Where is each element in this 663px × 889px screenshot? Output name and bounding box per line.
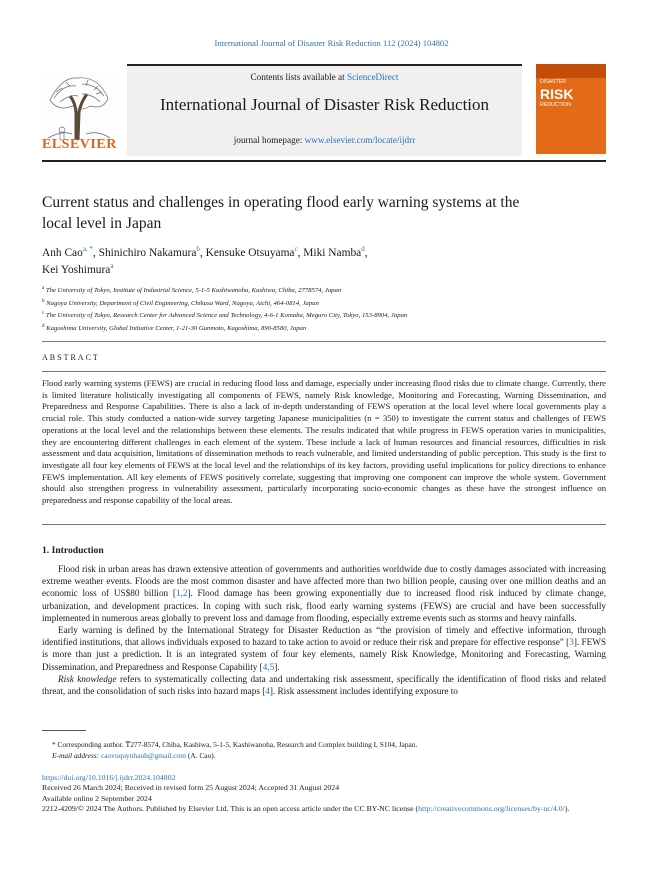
affiliation-text: Kagoshima University, Global Initiative Center, 1-21-30 Gunmoto, Kagoshima, 890-8580, Japan [46,325,307,333]
homepage-line [127,135,522,145]
received-dates: Received 26 March 2024; Received in revised form 25 August 2024; Accepted 31 August 2024 [42,783,340,793]
cover-title-big: RISK [540,86,574,102]
author-name[interactable]: Kei Yoshimura [42,264,111,276]
cover-title-top: DISASTER [540,79,566,85]
author-separator: , [92,247,99,259]
author-separator: , [297,247,304,259]
paragraph-text: ]. FEWS is more than just a prediction. It is an integrated system of four key elements, namely Risk Knowledge, Monitoring and Forecasting, Warning Dissemination, and Preparedness and Response Capability [ [42,637,607,672]
contents-line [127,72,522,82]
affiliation-item [42,309,582,322]
affiliation-item [42,297,582,310]
affiliation-mark: d [42,323,45,329]
introduction-body [42,563,606,697]
journal-cover-image [536,64,606,154]
cover-title-bottom: REDUCTION [540,102,571,108]
abstract-heading-rule [42,371,606,372]
email-link[interactable]: caovuquynhanh@gmail.com [101,751,187,760]
article-title: Current status and challenges in operating flood early warning systems at the local level in Japan [42,194,520,232]
affiliation-item [42,322,582,335]
license-text: 2212-4209/© 2024 The Authors. Published by Elsevier Ltd. This is an open access article under the CC BY-NC license ( [42,804,419,814]
sciencedirect-link[interactable]: ScienceDirect [346,72,399,82]
emphasized-term: Risk knowledge [58,673,117,684]
affiliation-text: Nagoya University, Department of Civil Engineering, Chikusa Ward, Nagoya, Aichi, 464-0814, Japan [46,299,319,307]
author-separator: , [364,247,368,259]
license-end: ). [564,804,570,814]
corresponding-author-note: * Corresponding author. ₸277-8574, Chiba, Kashiwa, 5-1-5, Kashiwanoha, Research and Complex building I, S104, Japan. [52,740,418,749]
author-affiliation-mark[interactable]: b [196,245,200,254]
author-list [42,245,542,279]
available-online-date: Available online 2 September 2024 [42,793,152,803]
paragraph-text: ]. Risk assessment includes identifying exposure to [269,686,458,697]
paragraph [42,673,606,697]
paragraph-text: ]. [274,661,280,672]
affiliation-mark: c [42,311,45,317]
email-label: E-mail address: [52,751,101,760]
author-affiliation-mark[interactable]: d [361,245,365,254]
affiliation-mark: b [42,298,45,304]
article-metadata [42,773,606,815]
affiliation-list [42,284,582,335]
citation-link[interactable]: 3 [569,637,574,648]
author-name[interactable]: Shinichiro Nakamura [98,247,197,259]
email-line [52,750,602,761]
affiliation-text: The University of Tokyo, Institute of Industrial Science, 5-1-5 Kashiwanoha, Kashiwa, Chiba, 2778574, Japan [45,287,342,295]
citation-link[interactable]: 4,5 [262,661,275,672]
paragraph-text: Early warning is defined by the International Strategy for Disaster Reduction as “the provision of timely and effective information, through identified institutions, that allows individuals exposed to hazard to take action to avoid or reduce their risk and prepare for effective response” [ [42,625,606,648]
header-rule [42,160,606,162]
author-affiliation-mark[interactable]: a, * [82,245,93,254]
author-name[interactable]: Kensuke Otsuyama [205,247,295,259]
journal-homepage-link[interactable]: www.elsevier.com/locate/ijdrr [304,135,416,145]
journal-reference[interactable]: International Journal of Disaster Risk Reduction 112 (2024) 104802 [214,38,449,48]
abstract-text: Flood early warning systems (FEWS) are crucial in reducing flood loss and damage, especially under increasing flood risks due to climate change. Currently, there is limited literature holistically investigating all components of FEWS, namely Risk knowledge, Monitoring and Forecasting, Warning Dissemination, and Preparedness and Response Capabilities. There is also a lack of in-depth understanding of FEWS operation at the local level where local governments play a crucial role. This study conducted a nation-wide survey targeting Japanese municipalities (n = 350) to investigate the current status and challenges of FEWS operations at the local level and the relationships between these elements. The results indicated that while progress in FEWS operation varies in municipalities, they are encountering different challenges in each element of the system. These include a lack of human resources and financial resources, difficulties in risk assessment and data acquisition, limitations of dissemination methods to reach vulnerable, and limited understanding of public perception. This study is the first to investigate all four key elements of FEWS at the local level and the relationships of its key factors, providing useful implications for policy directions to enhance FEWS implementation. All key elements of FEWS positively correlate, suggesting that improving one component can improve the whole system. Government should also strengthen progress in vulnerability assessment, particularly incorporating socio-economic changes as these have the strongest influence on preparedness and response capability of the local areas. [42,378,606,506]
citation-link[interactable]: 4 [265,686,270,697]
affiliation-text: The University of Tokyo, Research Center for Advanced Science and Technology, 4-6-1 Komaba, Meguro City, Tokyo, 153-8904, Japan [45,312,408,320]
email-suffix: (A. Cao). [186,751,216,760]
author-name[interactable]: Anh Cao [42,247,83,259]
journal-title: International Journal of Disaster Risk Reduction [159,95,490,114]
author-name[interactable]: Miki Namba [303,247,362,259]
author-separator: , [199,247,206,259]
affiliation-item [42,284,582,297]
abstract-heading: ABSTRACT [42,353,100,362]
license-statement [42,804,606,814]
author-affiliation-mark[interactable]: a [110,262,114,271]
citation-link[interactable]: 1,2 [175,588,188,599]
cover-top-strip [536,64,606,78]
elsevier-wordmark: ELSEVIER [42,137,117,152]
footnote-rule [42,730,86,731]
homepage-prefix: journal homepage: [233,135,305,145]
section-heading-introduction: 1. Introduction [42,545,104,556]
paragraph-text: ]. Flood damage has been growing exponentially due to increased flood risk induced by climate change, urbanization, and development practices. In coping with such risk, flood early warning systems (FEWS) are crucial and have been successfully implemented in numerous areas globally to prevent loss and damage from flooding, especially extreme events such as storms and heavy rainfalls. [42,588,606,623]
author-affiliation-mark[interactable]: c [294,245,298,254]
paragraph-text: refers to systematically collecting data and undertaking risk assessment, specifically the identification of flood risks and related threat, and the consolidation of such risks into hazard maps [ [42,673,606,697]
contents-prefix: Contents lists available at [250,72,347,82]
paragraph-text: Flood risk in urban areas has drawn extensive attention of governments and authorities worldwide due to costly damages associated with increasing extreme weather events. Floods are the most common disaster and have affected more than two billion people, causing over one million deaths and an economic loss of US$80 billion [ [42,564,606,599]
paragraph [42,563,606,624]
license-link[interactable]: http://creativecommons.org/licenses/by-nc/4.0/ [418,804,565,814]
affiliation-mark: a [42,286,45,291]
doi-link[interactable]: https://doi.org/10.1016/j.ijdrr.2024.104802 [42,773,176,782]
abstract-bottom-rule [42,524,606,525]
footnote [52,739,602,761]
abstract-top-rule [42,341,606,342]
paragraph [42,624,606,673]
